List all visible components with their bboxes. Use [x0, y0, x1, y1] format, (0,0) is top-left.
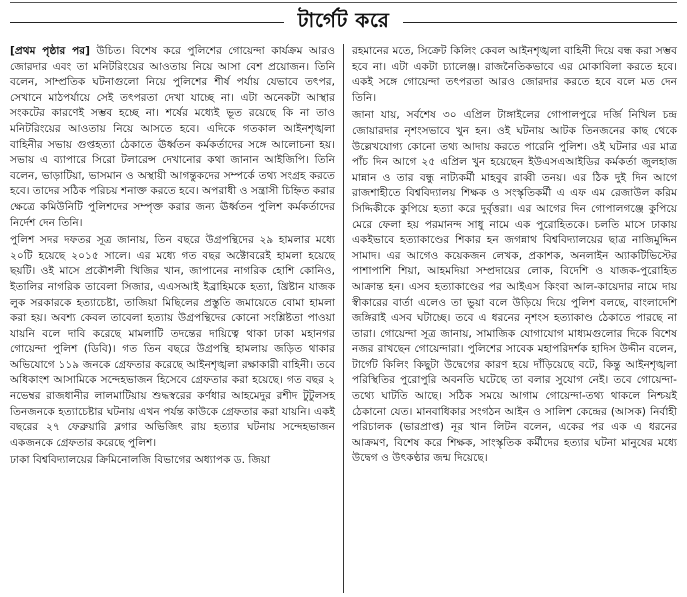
right-paragraph-1: রহমানের মতে, সিক্রেট কিলিং কেবল আইনশৃঙ্খলা বাহিনী দিয়ে বন্ধ করা সম্ভব হবে না। এটা একটা চ্যালেঞ্জ। রাজনৈতিকভাবে এর মোকাবিলা করতে হবে। একই সঙ্গে গোয়েন্দা তৎপরতা আরও জোরদার করতে হবে বলে মত দেন তিনি। — [352, 45, 677, 104]
article-header — [6, 0, 681, 44]
article-title: টার্গেট করে — [284, 6, 404, 39]
left-paragraph-2: পুলিশ সদর দফতর সূত্র জানায়, তিন বছরে উগ্রপন্থিদের ২৯ হামলার মধ্যে ২০টি হয়েছে ২০১৫ সালে। এর মধ্যে গত বছর অক্টোবরেই হামলা হয়েছে ছয়টি। ওই মাসে প্রকৌশলী খিজির খান, জাপানের নাগরিক হোশি কোনিও, ইতালির নাগরিক তাবেলা সিজার, এএসআই ইব্রাহিমকে হত্যা, খ্রিষ্টান যাজক লুক সরকারকে হত্যাচেষ্টা, তাজিয়া মিছিলের প্রস্তুতি জমায়েতে বোমা হামলা করা হয়। অবশ্য কেবল তাবেলা হত্যায় উগ্রপন্থিদের কোনো সংশ্লিষ্টতা পাওয়া যায়নি বলে দাবি করেছে মামলাটি তদন্তের দায়িত্বে থাকা ঢাকা মহানগর গোয়েন্দা পুলিশ (ডিবি)। গত তিন বছরে উগ্রপন্থি হামলায় জড়িত থাকার অভিযোগে ১১৯ জনকে গ্রেফতার করেছে আইনশৃঙ্খলা রক্ষাকারী বাহিনী। তবে অধিকাংশ আসামিকে সন্দেহভাজন হিসেবে গ্রেফতার করা হয়েছে। গত বছর ২ নভেম্বর রাজধানীর লালমাটিয়ায় শুদ্ধস্বরের কর্ণধার আহমেদুর রশীদ টুটুলসহ তিনজনকে হত্যাচেষ্টার ঘটনায় এখন পর্যন্ত কাউকে গ্রেফতার করা যায়নি। একই বছরের ২৭ ফেব্রুয়ারি ব্লগার অভিজিৎ রায় হত্যার ঘটনায় সন্দেহভাজন একজনকে গ্রেফতার করেছে পুলিশ। — [10, 234, 335, 449]
column-divider — [343, 44, 344, 593]
right-paragraph-2: জানা যায়, সর্বশেষ ৩০ এপ্রিল টাঙ্গাইলের গোপালপুরে দর্জি নিখিল চন্দ্র জোয়ারদার নৃশংসভাবে খুন হন। ওই ঘটনায় আটক তিনজনের কাছ থেকে উল্লেখযোগ্য কোনো তথ্য আদায় করতে পারেনি পুলিশ। ওই ঘটনার এর মাত্র পাঁচ দিন আগে ২৫ এপ্রিল খুন হয়েছেন ইউএসএআইডির কর্মকর্তা জুলহাজ মান্নান ও তার বন্ধু নাট্যকর্মী মাহবুব রাব্বী তনয়। এর ঠিক দুই দিন আগে রাজশাহীতে বিশ্ববিদ্যালয় শিক্ষক ও সংস্কৃতিকর্মী এ এফ এম রেজাউল করিম সিদ্দিকীকে কুপিয়ে হত্যা করে দুর্বৃত্তরা। এর আগের দিন গোপালগঞ্জে কুপিয়ে মেরে ফেলা হয় পরমানন্দ সাধু নামে এক পুরোহিতকে। চলতি মাসে ঢাকায় একইভাবে হত্যাকাণ্ডের শিকার হন জগন্নাথ বিশ্ববিদ্যালয়ের ছাত্র নাজিমুদ্দিন সামাদ। এর আগেও কয়েকজন লেখক, প্রকাশক, অনলাইন অ্যাকটিভিস্টের পাশাপাশি শিয়া, আহমদিয়া সম্প্রদায়ের লোক, বিদেশি ও যাজক-পুরোহিত আক্রান্ত হন। এসব হত্যাকাণ্ডের পর আইএস কিংবা আল-কায়েদার নামে দায় স্বীকারের বার্তা এলেও তা ভুয়া বলে উড়িয়ে দিয়ে পুলিশ বলছে, বাংলাদেশি জঙ্গিরাই এসব ঘটাচ্ছে। তবে এ ধরনের নৃশংস হত্যাকাণ্ড ঠেকাতে পারছে না তারা। গোয়েন্দা সূত্র জানায়, সামাজিক যোগাযোগ মাধ্যমগুলোর দিকে বিশেষ নজর রাখছেন গোয়েন্দারা। পুলিশের সাবেক মহাপরিদর্শক হাদিস উদ্দীন বলেন, টার্গেট কিলিং কিছুটা উদ্বেগের কারণ হয়ে দাঁড়িয়েছে বটে, কিন্তু আইনশৃঙ্খলা পরিস্থিতির পুরোপুরি অবনতি ঘটেছে তা বলার সুযোগ নেই। তবে গোয়েন্দা-তথ্যে ঘাটতি আছে। সঠিক সময়ে আগাম গোয়েন্দা-তথ্য থাকলে নিশ্চয়ই ঠেকানো যেত। মানবাধিকার সংগঠন আইন ও সালিশ কেন্দ্রের (আসক) নির্বাহী পরিচালক (ভারপ্রাপ্ত) নূর খান লিটন বলেন, একের পর এক এ ধরনের আক্রমণ, বিশেষ করে শিক্ষক, সাংস্কৃতিক কর্মীদের হত্যার ঘটনা মানুষের মধ্যে উদ্বেগ ও উৎকণ্ঠার জন্ম দিয়েছে। — [352, 109, 677, 465]
left-paragraph-1 — [10, 44, 335, 231]
continuation-tag: [প্রথম পৃষ্ঠার পর] — [10, 45, 90, 57]
right-column — [348, 44, 681, 593]
top-rule — [10, 2, 677, 3]
article-columns — [6, 44, 681, 593]
left-paragraph-1-text: উচিত। বিশেষ করে পুলিশের গোয়েন্দা কার্যক্রম আরও জোরদার এবং তা মনিটরিংয়ের আওতায় নিয়ে আসা বেশ প্রয়োজন। তিনি বলেন, সাম্প্রতিক ঘটনাগুলো নিয়ে পুলিশের শীর্ষ পর্যায় যেভাবে তৎপর, সেখানে মাঠপর্যায়ে সেই তৎপরতা দেখা যাচ্ছে না। এটা অনেকটা আস্থার সংকটের কারণেই সম্ভব হচ্ছে না। শর্ষের মধ্যেই ভূত রয়েছে কি না তাও মনিটরিংয়ের আওতায় নিয়ে আসতে হবে। এদিকে গতকাল আইনশৃঙ্খলা বাহিনীর সভায় গুপ্তহত্যা ঠেকাতে ঊর্ধ্বতন কর্মকর্তাদের সঙ্গে আলোচনা হয়। সভায় এ ব্যাপারে সিরো টলারেন্স দেখানোর কথা জানান আইজিপি। তিনি বলেন, ভাড়াটিয়া, ভাসমান ও অস্থায়ী আগন্তুকদের সম্পর্কে তথ্য সংগ্রহ করতে হবে। তাদের সঠিক পরিচয় শনাক্ত করতে হবে। অপরাধী ও সন্ত্রাসী চিহ্নিত করার ক্ষেত্রে কমিউনিটি পুলিশদের সম্পৃক্ত করার জন্য ঊর্ধ্বতন পুলিশ কর্মকর্তাদের নির্দেশ দেন তিনি। — [10, 45, 335, 229]
left-column — [6, 44, 339, 593]
left-paragraph-3: ঢাকা বিশ্ববিদ্যালয়ের ক্রিমিনোলজি বিভাগের অধ্যাপক ড. জিয়া — [10, 454, 271, 467]
